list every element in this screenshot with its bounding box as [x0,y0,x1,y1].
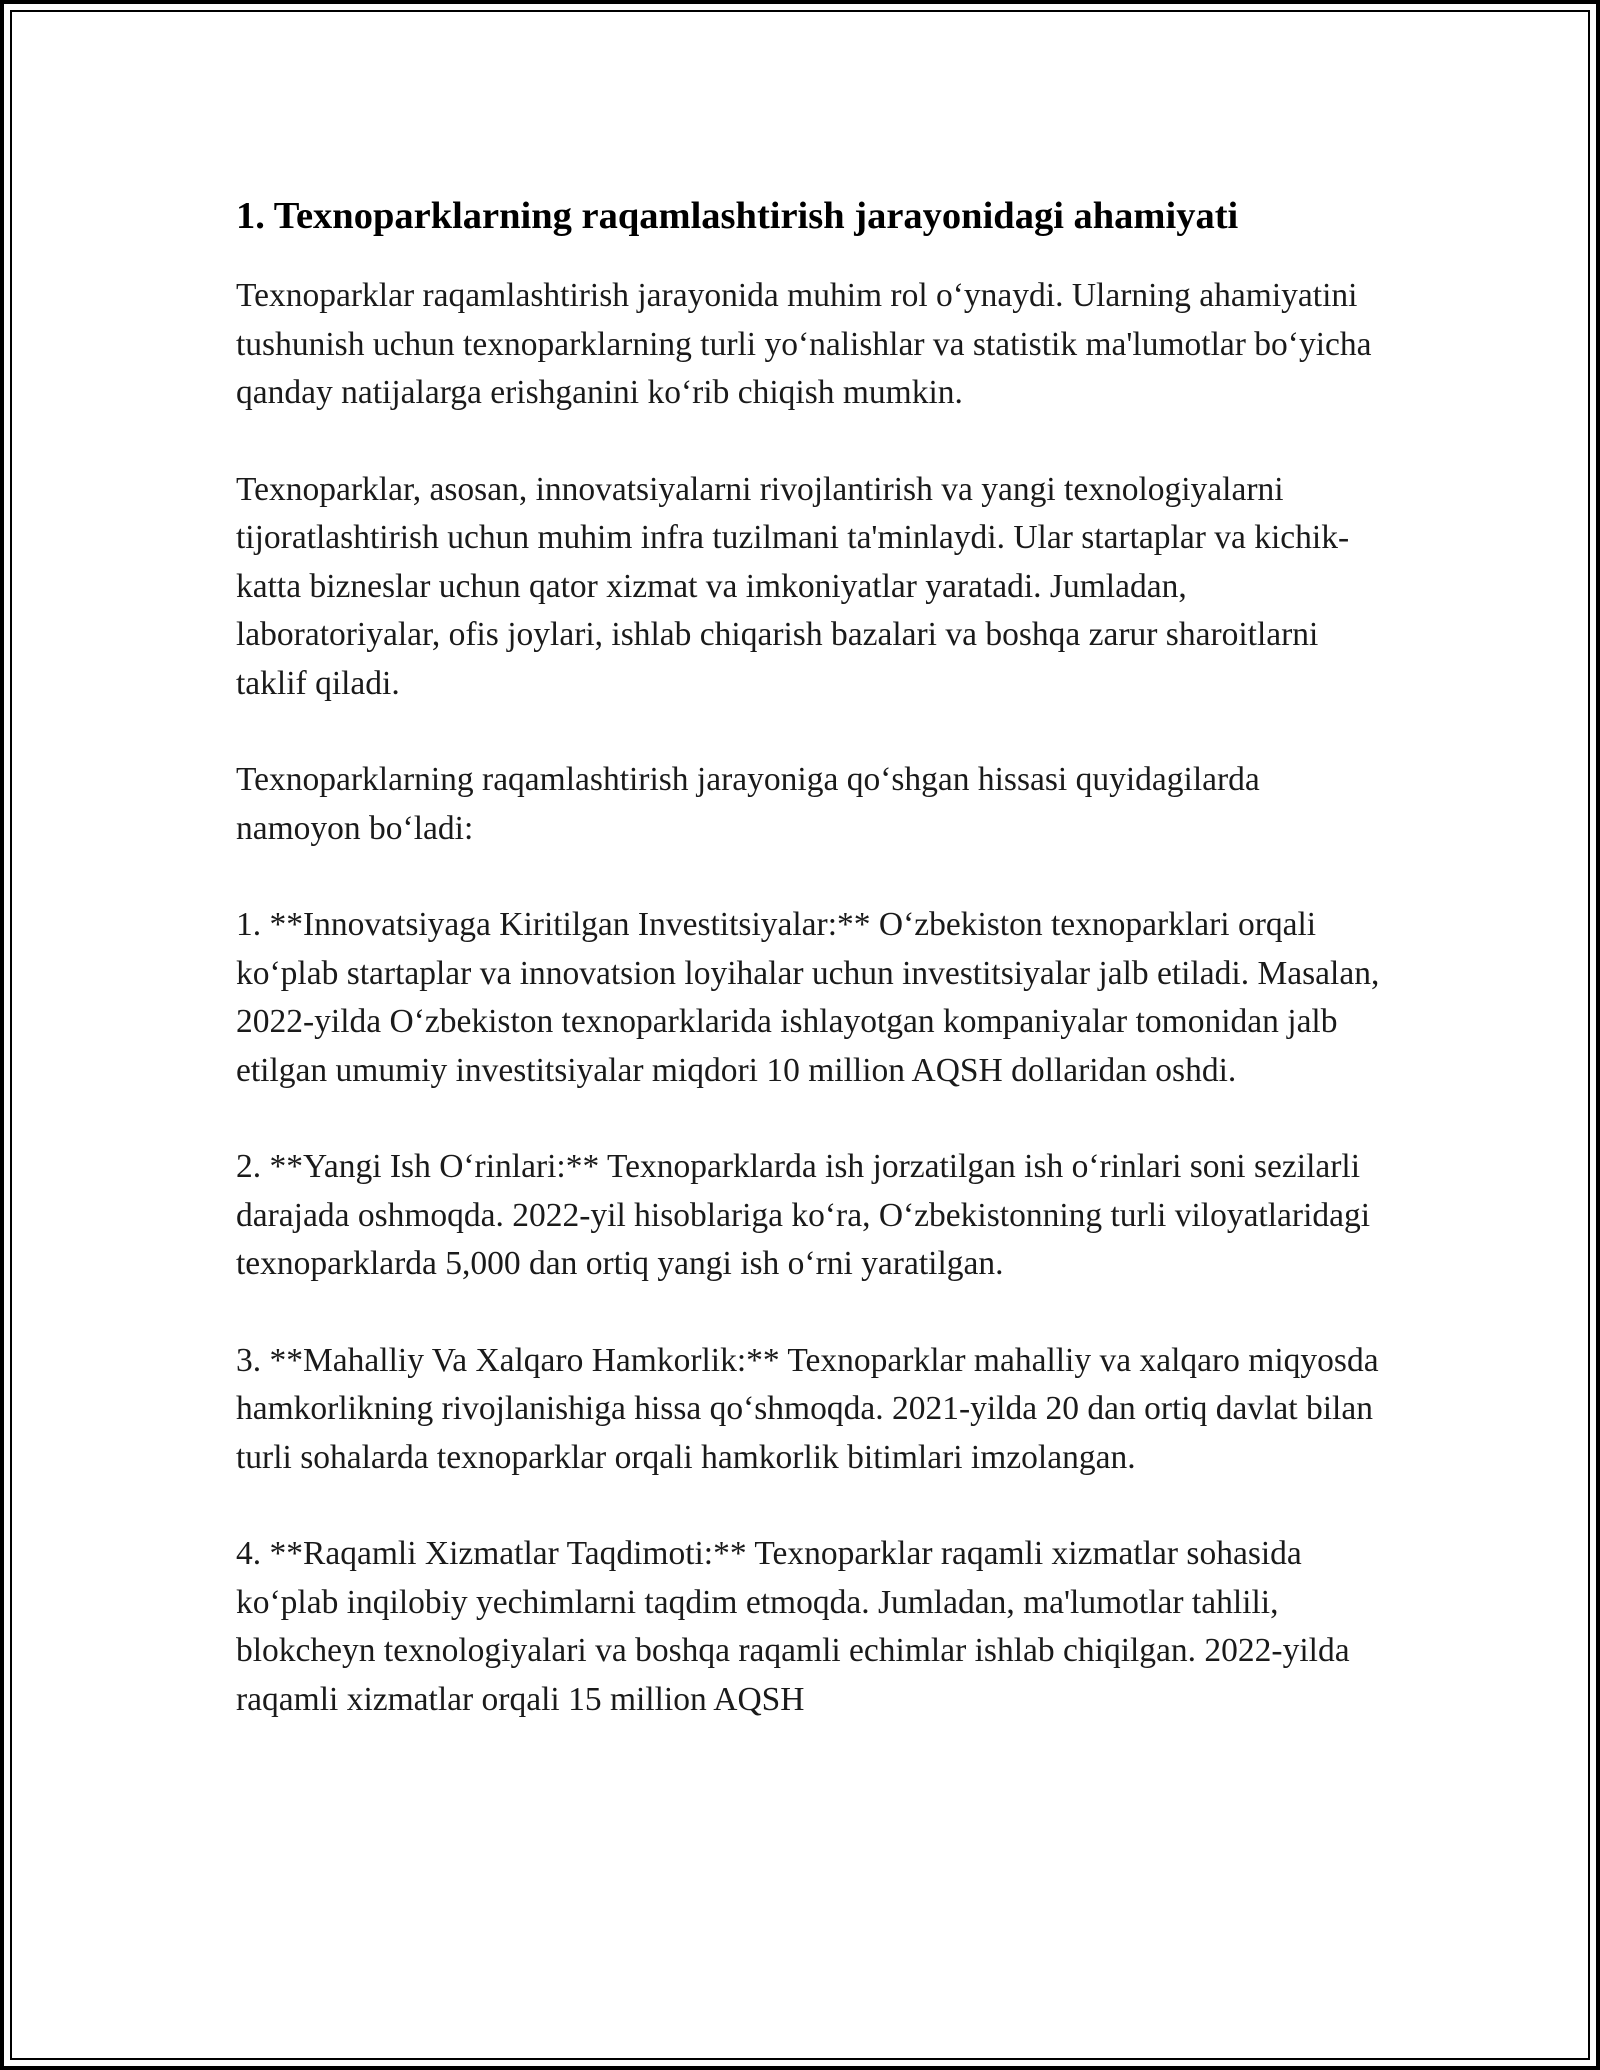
infrastructure-paragraph: Texnoparklar, asosan, innovatsiyalarni rivojlantirish va yangi texnologiyalarni tijoratlashtirish uchun muhim infra tuzilmani ta'minlaydi. Ular startaplar va kichik-katta bizneslar uchun qator xizmat va imkoniyatlar yaratadi. Jumladan, laboratoriyalar, ofis joylari, ishlab chiqarish bazalari va boshqa zarur sharoitlarni taklif qiladi. [236,470,1350,702]
list-item-new-jobs: 2. **Yangi Ish O‘rinlari:** Texnoparklarda ish jorzatilgan ish o‘rinlari soni sezilarli darajada oshmoqda. 2022-yil hisoblariga ko‘ra, O‘zbekistonning turli viloyatlaridagi texnoparklarda 5,000 dan ortiq yangi ish o‘rni yaratilgan. [236,1148,1371,1282]
contribution-intro-paragraph: Texnoparklarning raqamlashtirish jarayoniga qo‘shgan hissasi quyidagilarda namoyon bo‘ladi: [236,761,1260,847]
list-item-investments: 1. **Innovatsiyaga Kiritilgan Investitsiyalar:** O‘zbekiston texnoparklari orqali ko‘plab startaplar va innovatsion loyihalar uchun investitsiyalar jalb etiladi. Masalan, 2022-yilda O‘zbekiston texnoparklarida ishlayotgan kompaniyalar tomonidan jalb etilgan umumiy investitsiyalar miqdori 10 million AQSH dollaridan oshdi. [236,906,1380,1089]
document-body [236,188,1386,1772]
list-item-digital-services: 4. **Raqamli Xizmatlar Taqdimoti:** Texnoparklar raqamli xizmatlar sohasida ko‘plab inqilobiy yechimlarni taqdim etmoqda. Jumladan, ma'lumotlar tahlili, blokcheyn texnologiyalari va boshqa raqamli echimlar ishlab chiqilgan. 2022-yilda raqamli xizmatlar orqali 15 million AQSH [236,1535,1350,1718]
section-heading: 1. Texnoparklarning raqamlashtirish jarayonidagi ahamiyati [236,195,1239,237]
list-item-cooperation: 3. **Mahalliy Va Xalqaro Hamkorlik:** Texnoparklar mahalliy va xalqaro miqyosda hamkorlikning rivojlanishiga hissa qo‘shmoqda. 2021-yilda 20 dan ortiq davlat bilan turli sohalarda texnoparklar orqali hamkorlik bitimlari imzolangan. [236,1341,1379,1476]
intro-paragraph: Texnoparklar raqamlashtirish jarayonida muhim rol o‘ynaydi. Ularning ahamiyatini tushunish uchun texnoparklarning turli yo‘nalishlar va statistik ma'lumotlar bo‘yicha qanday natijalarga erishganini ko‘rib chiqish mumkin. [236,277,1372,411]
